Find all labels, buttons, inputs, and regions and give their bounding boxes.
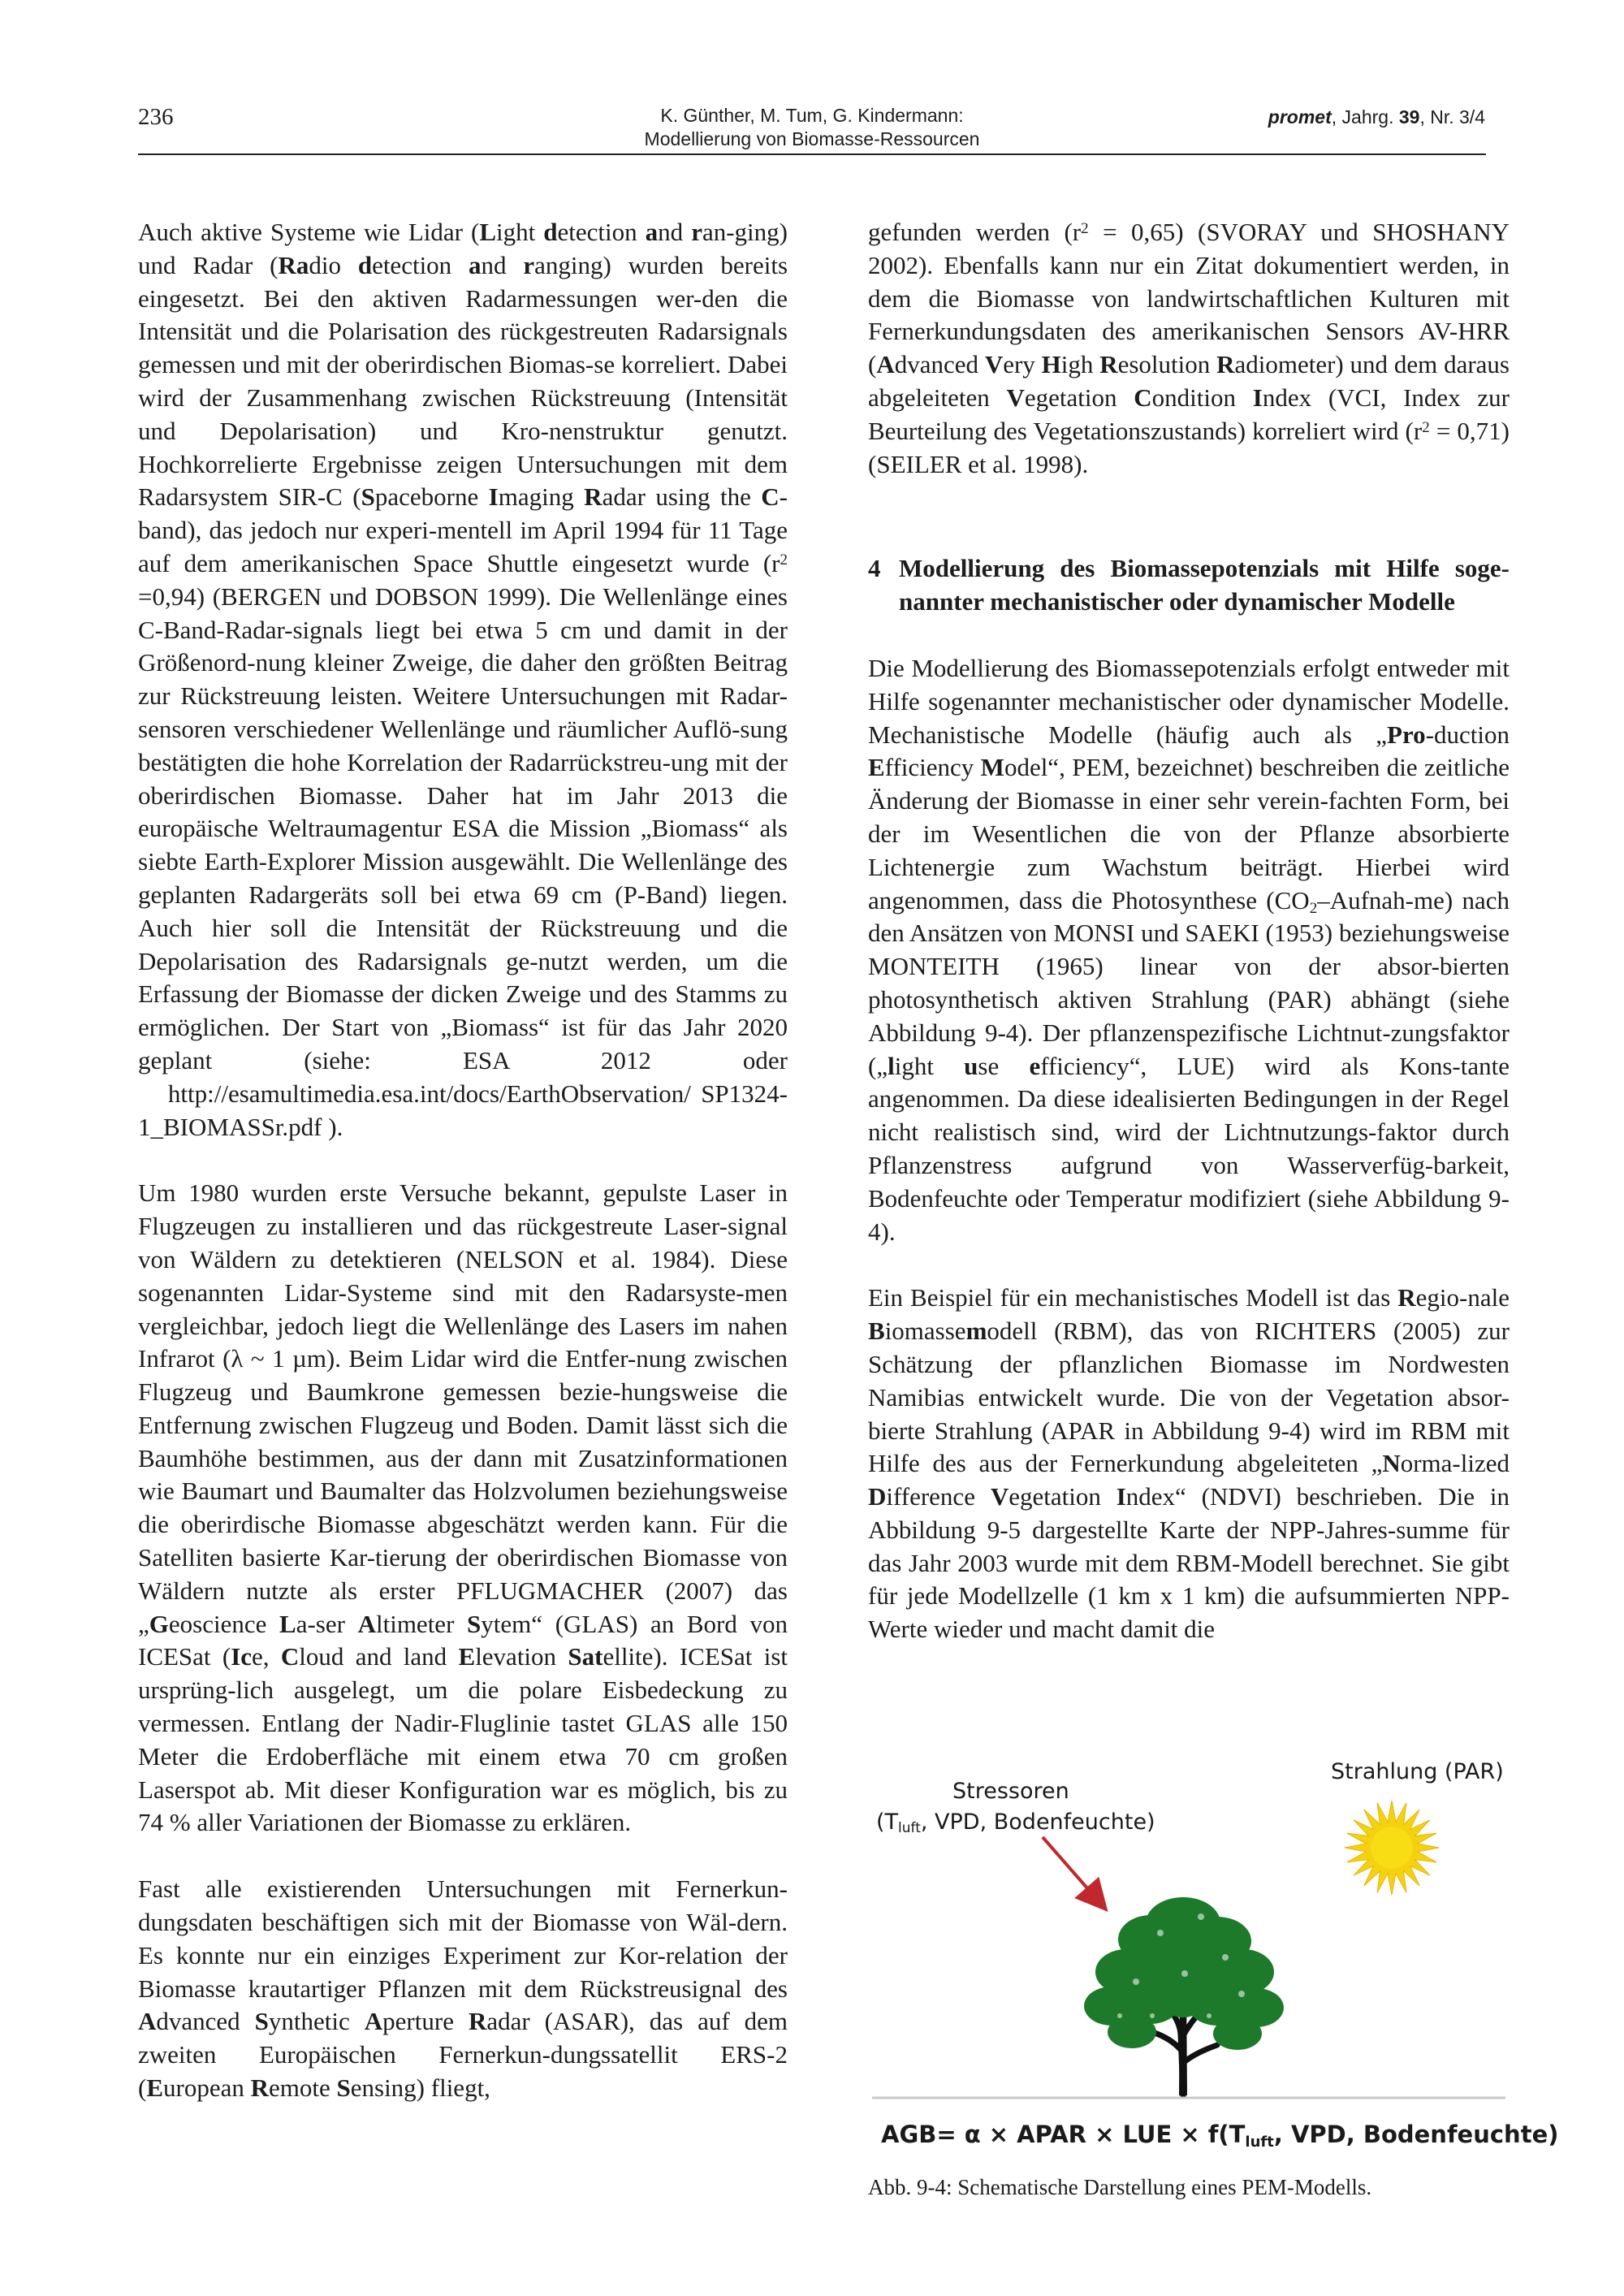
paragraph-avhrr: gefunden werden $(r^2 = 0,65)$ (SVORAY und SHOSHANY 2002). Ebenfalls kann nur ein Zitat dokumentiert werden, in dem die Biomasse von landwirtschaftlichen Kulturen mit Fernerkundungsdaten des amerikanischen Sensors AV-HRR (Advanced Very High Resolution Radiometer) und dem daraus abgeleiteten Vegetation Condition Index (VCI, Index zur Beurteilung des Vegetationszustands) korreliert wird $(r^2 = 0,71)$ (SEILER et al. 1998). xyxy=(868,218,1510,478)
journal-volume: 39 xyxy=(1398,106,1420,128)
paragraph-lidar-radar: Auch aktive Systeme wie Lidar (Light detection and ran-ging) und Radar (Radio detection and ranging) wurden bereits eingesetzt. Bei den aktiven Radarmessungen wer-den die Intensität und die Polarisation des rückgestreuten Radarsignals gemessen und mit der oberirdischen Biomas-se korreliert. Dabei wird der Zusammenhang zwischen Rückstreuung (Intensität und Depolarisation) und Kro-nenstruktur genutzt. Hochkorrelierte Ergebnisse zeigen Untersuchungen mit dem Radarsystem SIR-C (Spaceborne Imaging Radar using the C-band), das jedoch nur experi-mentell im April 1994 für 11 Tage auf dem amerikanischen Space Shuttle eingesetzt wurde $(r^2 =0,94)$ (BERGEN und DOBSON 1999). Die Wellenlänge eines C-Band-Radar-signals liegt bei etwa 5 cm und damit in der Größenord-nung kleiner Zweige, die daher den größten Beitrag zur Rückstreuung leisten. Weitere Untersuchungen mit Radar-sensoren verschiedener Wellenlänge und räumlicher Auflö-sung bestätigten die hohe Korrelation der Radarrückstreu-ung mit der oberirdischen Biomasse. Daher hat im Jahr 2013 die europäische Weltraumagentur ESA die Mission „Biomass“ als siebte Earth-Explorer Mission ausgewählt. Die Wellenlänge des geplanten Radargeräts soll bei etwa 69 cm (P-Band) liegen. Auch hier soll die Intensität der Rückstreuung und die Depolarisation des Radarsignals ge-nutzt werden, um die Erfassung der Biomasse der dicken Zweige und des Stamms zu ermöglichen. Der Start von „Biomass“ ist für das Jahr 2020 geplant (siehe: ESA 2012 oder http://esamultimedia.esa.int/docs/EarthObservation/ SP1324-1_BIOMASSr.pdf ). xyxy=(138,218,788,1141)
running-title xyxy=(487,104,1137,151)
section-title: Modellierung des Biomassepotenzials mit Hilfe soge-nannter mechanistischer oder dynamischer Modelle xyxy=(899,554,1510,616)
journal-reference xyxy=(1268,106,1485,128)
stressoren-detail: (Tluft, VPD, Bodenfeuchte) xyxy=(876,1810,1155,1836)
journal-brand: promet xyxy=(1268,106,1332,128)
running-article-title: Modellierung von Biomasse-Ressourcen xyxy=(644,128,980,149)
tree-icon xyxy=(1084,1897,1284,2095)
stress-arrow xyxy=(1043,1837,1099,1902)
header-rule xyxy=(138,153,1486,155)
sun-icon xyxy=(1345,1801,1439,1895)
paragraph-lidar-history: Um 1980 wurden erste Versuche bekannt, gepulste Laser in Flugzeugen zu installieren und das rückgestreute Laser-signal von Wäldern zu detektieren (NELSON et al. 1984). Diese sogenannten Lidar-Systeme sind mit den Radarsyste-men vergleichbar, jedoch liegt die Wellenlänge des Lasers im nahen Infrarot (λ ~ 1 µm). Beim Lidar wird die Entfer-nung zwischen Flugzeug und Baumkrone gemessen bezie-hungsweise die Entfernung zwischen Flugzeug und Boden. Damit lässt sich die Baumhöhe bestimmen, aus der dann mit Zusatzinformationen wie Baumart und Baumalter das Holzvolumen beziehungsweise die oberirdische Biomasse abgeschätzt werden kann. Für die Satelliten basierte Kar-tierung der oberirdischen Biomasse von Wäldern nutzte als erster PFLUGMACHER (2007) das „Geoscience La-ser Altimeter Sytem“ (GLAS) an Bord von ICESat (Ice, Cloud and land Elevation Satellite). ICESat ist ursprüng-lich ausgelegt, um die polare Eisbedeckung zu vermessen. Entlang der Nadir-Fluglinie tastet GLAS alle 150 Meter die Erdoberfläche mit einem etwa 70 cm großen Laserspot ab. Mit dieser Konfiguration war es möglich, bis zu 74 % aller Variationen der Biomasse zu erklären. xyxy=(138,1178,788,1837)
strahlung-label: Strahlung (PAR) xyxy=(1331,1759,1504,1784)
agb-formula: AGB= α × APAR × LUE × f(Tluft, VPD, Bodenfeuchte) xyxy=(881,2121,1559,2151)
paragraph-pem-models: Die Modellierung des Biomassepotenzials erfolgt entweder mit Hilfe sogenannter mechanistischer oder dynamischer Modelle. Mechanistische Modelle (häufig auch als „Pro-duction Efficiency Model“, PEM, bezeichnet) beschreiben die zeitliche Änderung der Biomasse in einer sehr verein-fachten Form, bei der im Wesentlichen die von der Pflanze absorbierte Lichtenergie zum Wachstum beiträgt. Hierbei wird angenommen, dass die Photosynthese $(CO_2-Aufnah-me)$ nach den Ansätzen von MONSI und SAEKI (1953) beziehungsweise MONTEITH (1965) linear von der absor-bierten photosynthetisch aktiven Strahlung (PAR) abhängt (siehe Abbildung 9-4). Der pflanzenspezifische Lichtnut-zungsfaktor („light use efficiency“, LUE) wird als Kons-tante angenommen. Da diese idealisierten Bedingungen in der Regel nicht realistisch sind, wird der Lichtnutzungs-faktor durch Pflanzenstress aufgrund von Wasserverfüg-barkeit, Bodenfeuchte oder Temperatur modifiziert (siehe Abbildung 9-4). xyxy=(868,653,1510,1246)
running-authors: K. Günther, M. Tum, G. Kindermann: xyxy=(660,105,964,126)
section-number: 4 xyxy=(868,554,881,583)
left-column xyxy=(138,216,788,2105)
figure-caption: Abb. 9-4: Schematische Darstellung eines PEM-Modells. xyxy=(868,2175,1372,2199)
figure-pem-model xyxy=(868,1714,1559,2177)
right-column xyxy=(868,216,1510,1646)
stressoren-label: Stressoren xyxy=(952,1779,1069,1804)
section-heading-4 xyxy=(868,552,1510,619)
paragraph-rbm: Ein Beispiel für ein mechanistisches Modell ist das Regio-nale Biomassemodell (RBM), das von RICHTERS (2005) zur Schätzung der pflanzlichen Biomasse im Nordwesten Namibias entwickelt wurde. Die von der Vegetation absor-bierte Strahlung (APAR in Abbildung 9-4) wird im RBM mit Hilfe des aus der Fernerkundung abgeleiteten „Norma-lized Difference Vegetation Index“ (NDVI) beschrieben. Die in Abbildung 9-5 dargestellte Karte der NPP-Jahres-summe für das Jahr 2003 wurde mit dem RBM-Modell berechnet. Sie gibt für jede Modellzelle (1 km x 1 km) die aufsummierten NPP-Werte wieder und macht damit die xyxy=(868,1283,1510,1644)
pem-diagram xyxy=(868,1714,1559,2177)
paragraph-herbaceous: Fast alle existierenden Untersuchungen mit Fernerkun-dungsdaten beschäftigen sich mit der Biomasse von Wäl-dern. Es konnte nur ein einziges Experiment zur Kor-relation der Biomasse krautartiger Pflanzen mit dem Rückstreusignal des Advanced Synthetic Aperture Radar (ASAR), das auf dem zweiten Europäischen Fernerkun-dungssatellit ERS-2 (European Remote Sensing) fliegt, xyxy=(138,1874,788,2103)
journal-issue: , Nr. 3/4 xyxy=(1419,106,1485,128)
page-number: 236 xyxy=(138,104,174,130)
esa-link-text: http://esamultimedia.esa.int/docs/EarthObservation/ SP1324-1_BIOMASSr.pdf ). xyxy=(138,1079,788,1141)
journal-text: , Jahrg. xyxy=(1331,106,1399,128)
